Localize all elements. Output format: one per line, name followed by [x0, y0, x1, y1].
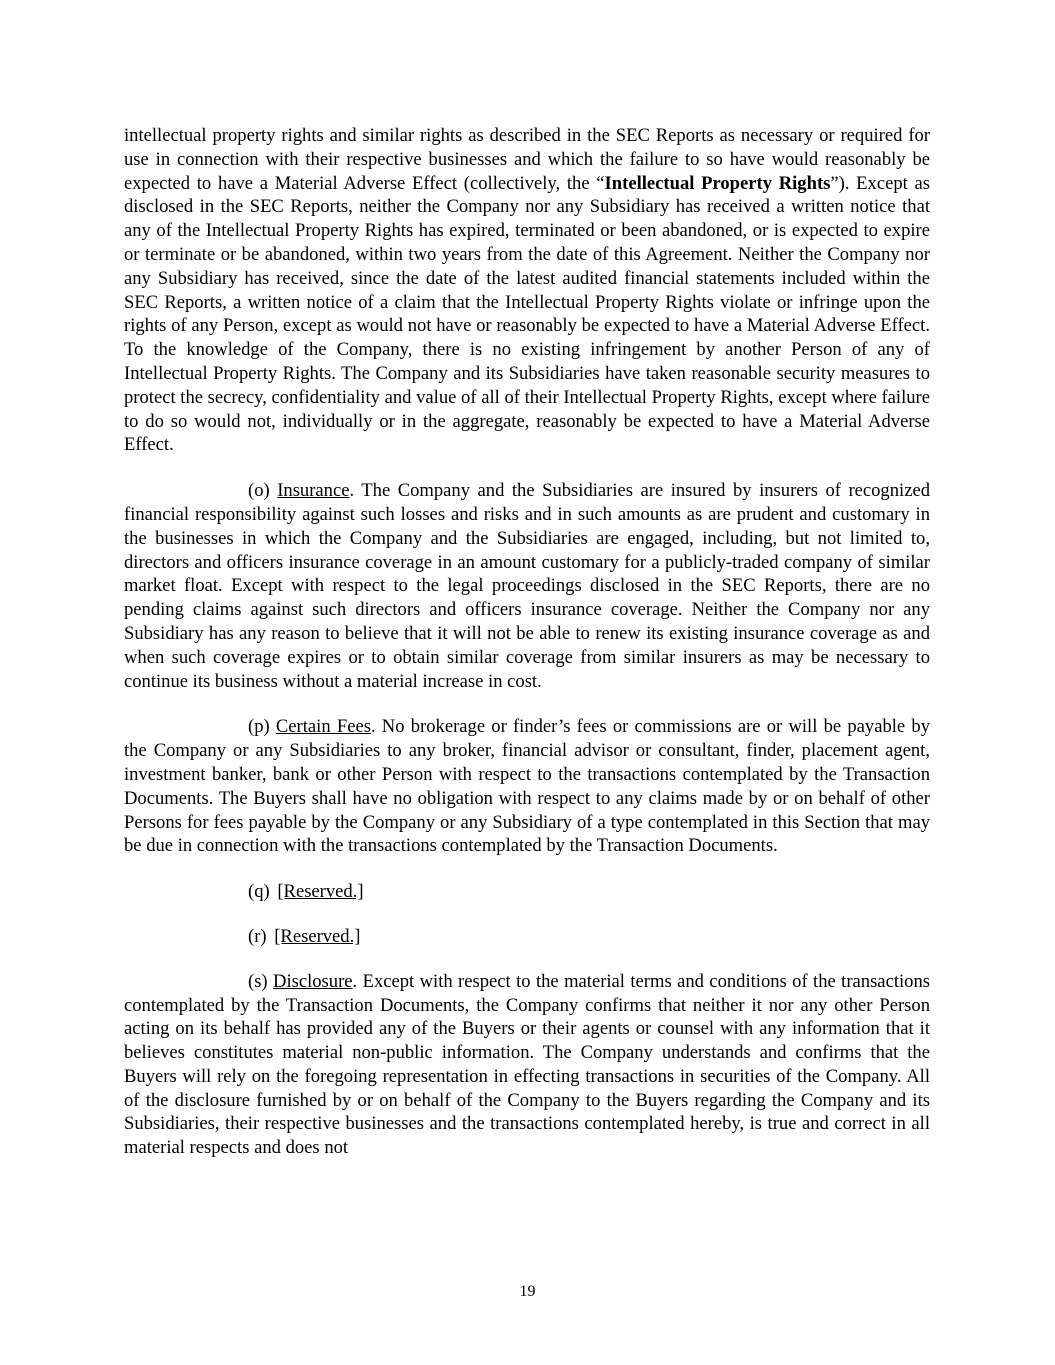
section-marker: (r)	[248, 925, 272, 947]
paragraph-text: . Except with respect to the material terms and conditions of the transactions contemplated by the Transaction Documents, the Company confirms that neither it nor any other Person acting on its behalf has provided any of the Buyers or their agents or counsel with any information that it believes constitutes material non-public information. The Company understands and confirms that the Buyers will rely on the foregoing representation in effecting transactions in securities of the Company. All of the disclosure furnished by or on behalf of the Company to the Buyers regarding the Company and its Subsidiaries, their respective businesses and the transactions contemplated hereby, is true and correct in all material respects and does not	[124, 970, 930, 1159]
section-heading: Certain Fees	[275, 716, 371, 738]
section-marker: (p)	[248, 716, 276, 738]
paragraph-text: . The Company and the Subsidiaries are insured by insurers of recognized financial responsibility against such losses and risks and in such amounts as are prudent and customary in the businesses in which the Company and the Subsidiaries are engaged, including, but not limited to, directors and officers insurance coverage in an amount customary for a publicly-traded company of similar market float. Except with respect to the legal proceedings disclosed in the SEC Reports, there are no pending claims against such directors and officers insurance coverage. Neither the Company nor any Subsidiary has any reason to believe that it will not be able to renew its existing insurance coverage as and when such coverage expires or to obtain similar coverage from similar insurers as may be necessary to continue its business without a material increase in cost.	[124, 480, 930, 692]
paragraph-r-reserved	[248, 925, 930, 949]
section-heading: Insurance	[277, 480, 350, 502]
document-page	[124, 124, 930, 1182]
paragraph-s-disclosure	[124, 970, 930, 1160]
paragraph-p-certain-fees	[124, 715, 930, 858]
section-marker: (o)	[248, 480, 278, 502]
paragraph-text: ”). Except as disclosed in the SEC Reports, neither the Company nor any Subsidiary has received a written notice that any of the Intellectual Property Rights has expired, terminated or been abandoned, or is expected to expire or terminate or be abandoned, within two years from the date of this Agreement. Neither the Company nor any Subsidiary has received, since the date of the latest audited financial statements included within the SEC Reports, a written notice of a claim that the Intellectual Property Rights violate or infringe upon the rights of any Person, except as would not have or reasonably be expected to have a Material Adverse Effect. To the knowledge of the Company, there is no existing infringement by another Person of any of Intellectual Property Rights. The Company and its Subsidiaries have taken reasonable security measures to protect the secrecy, confidentiality and value of all of their Intellectual Property Rights, except where failure to do so would not, individually or in the aggregate, reasonably be expected to have a Material Adverse Effect.	[124, 172, 931, 456]
section-marker: (q)	[248, 881, 275, 903]
paragraph-text: . No brokerage or finder’s fees or commissions are or will be payable by the Company or any Subsidiaries to any broker, financial advisor or consultant, finder, placement agent, investment banker, bank or other Person with respect to the transactions contemplated by the Transaction Documents. The Buyers shall have no obligation with respect to any claims made by or on behalf of other Persons for fees payable by the Company or any Subsidiary of a type contemplated in this Section that may be due in connection with the transactions contemplated by the Transaction Documents.	[124, 716, 930, 857]
defined-term: Intellectual Property Rights	[604, 172, 831, 194]
paragraph-text: intellectual property rights and similar rights as described in the SEC Reports as necessary or required for use in connection with their respective businesses and which the failure to so have would reasonably be expected to have a Material Adverse Effect (collectively, the “	[124, 125, 930, 194]
section-heading: [Reserved.]	[277, 881, 364, 903]
paragraph-n-continued	[124, 124, 930, 457]
page-number: 19	[519, 1283, 536, 1300]
paragraph-o-insurance	[124, 479, 930, 693]
section-heading: [Reserved.]	[274, 925, 361, 947]
paragraph-q-reserved	[248, 880, 930, 904]
section-marker: (s)	[248, 970, 274, 992]
section-heading: Disclosure	[273, 970, 353, 992]
